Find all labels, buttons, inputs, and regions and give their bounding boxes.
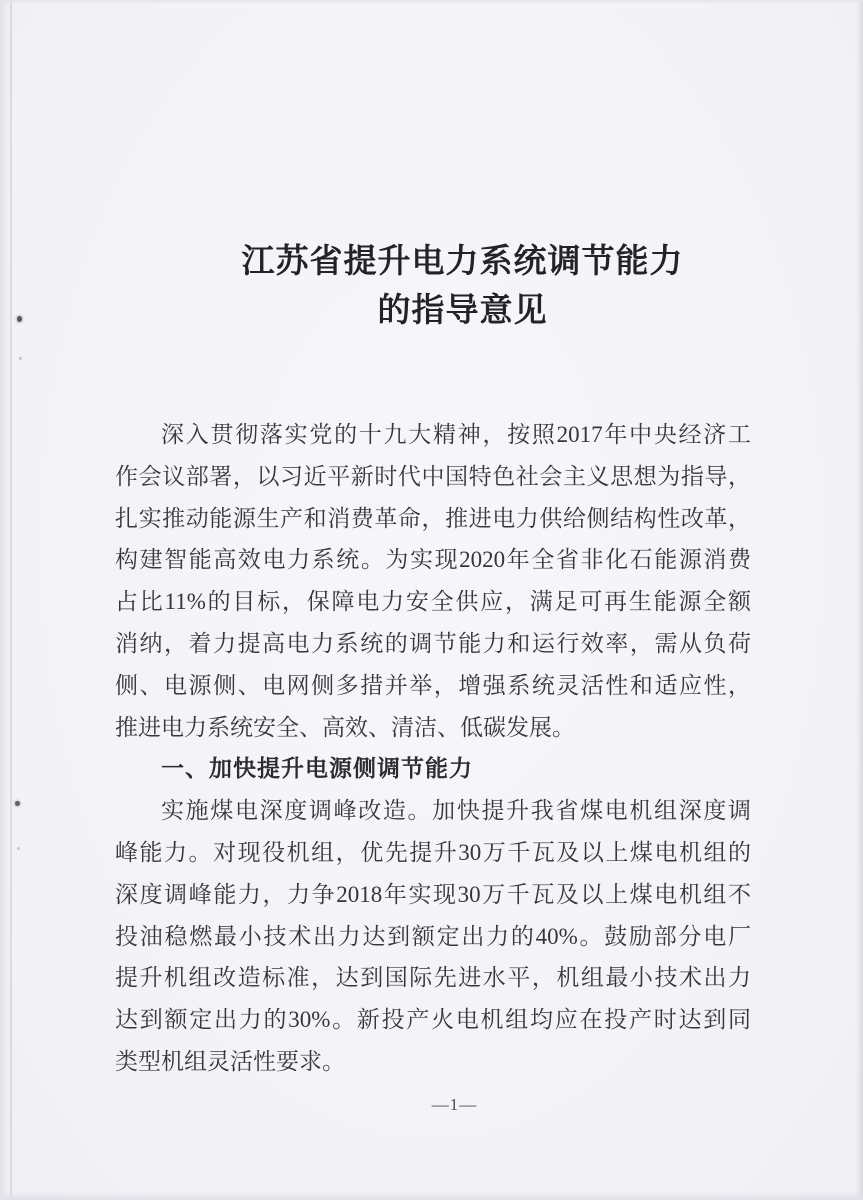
document-title xyxy=(0,238,863,336)
text-line: 消纳，着力提高电力系统的调节能力和运行效率，需从负荷 xyxy=(115,630,751,656)
text-line: 峰能力。对现役机组，优先提升30万千瓦及以上煤电机组的 xyxy=(115,839,751,865)
document-body xyxy=(115,414,751,1083)
scan-speck xyxy=(17,847,20,850)
text-line: 推进电力系统安全、高效、清洁、低碳发展。 xyxy=(115,714,575,740)
text-line: 扎实推动能源生产和消费革命，推进电力供给侧结构性改革， xyxy=(115,505,751,531)
scan-speck xyxy=(15,801,20,806)
title-line-2: 的指导意见 xyxy=(377,293,548,329)
text-line: 构建智能高效电力系统。为实现2020年全省非化石能源消费 xyxy=(115,547,751,573)
text-line: 提升机组改造标准，达到国际先进水平，机组最小技术出力 xyxy=(115,965,751,991)
text-line: 类型机组灵活性要求。 xyxy=(115,1048,345,1074)
text-line: 侧、电源侧、电网侧多措并举，增强系统灵活性和适应性， xyxy=(115,672,751,698)
text-line: 达到额定出力的30%。新投产火电机组均应在投产时达到同 xyxy=(115,1007,751,1033)
section-heading: 一、加快提升电源侧调节能力 xyxy=(161,755,473,782)
title-line-1: 江苏省提升电力系统调节能力 xyxy=(241,244,684,280)
scan-edge-bottom xyxy=(0,1191,863,1200)
scan-speck xyxy=(19,357,22,360)
text-line: 占比11%的目标，保障电力安全供应，满足可再生能源全额 xyxy=(115,589,751,615)
text-line: 作会议部署，以习近平新时代中国特色社会主义思想为指导， xyxy=(115,463,751,489)
text-line: 深入贯彻落实党的十九大精神，按照2017年中央经济工 xyxy=(161,422,751,447)
scan-edge-right xyxy=(856,0,863,1200)
scan-edge-left-line xyxy=(10,0,12,1200)
text-line: 深度调峰能力，力争2018年实现30万千瓦及以上煤电机组不 xyxy=(115,881,751,907)
text-line: 投油稳燃最小技术出力达到额定出力的40%。鼓励部分电厂 xyxy=(115,923,751,949)
scan-edge-top xyxy=(0,0,863,4)
page-number: —1— xyxy=(431,1095,478,1114)
text-line: 实施煤电深度调峰改造。加快提升我省煤电机组深度调 xyxy=(161,798,751,824)
